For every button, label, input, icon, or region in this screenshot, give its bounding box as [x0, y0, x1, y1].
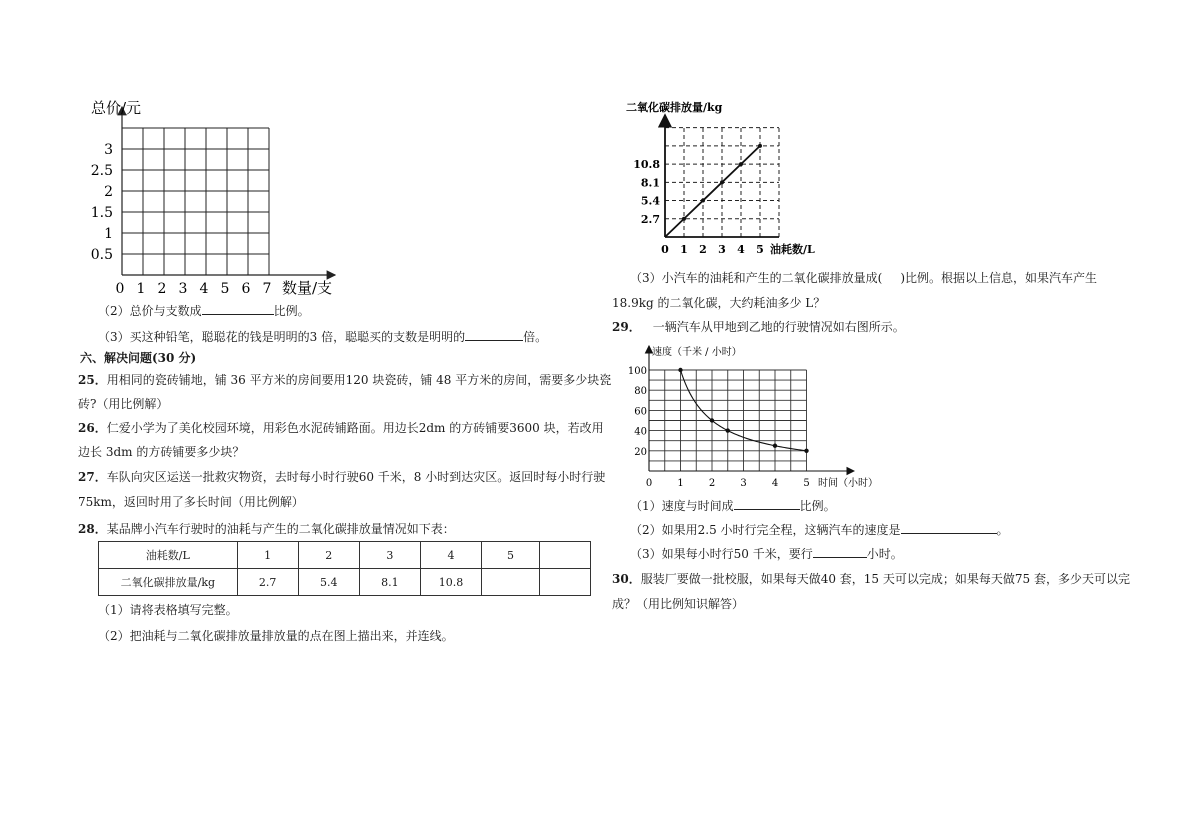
- series-line: [665, 146, 760, 237]
- question-25-cont: 砖?（用比例解）: [78, 397, 169, 411]
- q29-2-text-end: 。: [996, 523, 1009, 537]
- y-tick-label: 8.1: [640, 176, 660, 190]
- x-tick-label: 6: [241, 281, 251, 297]
- chart2-y-axis-label: 二氧化碳排放量/kg: [626, 101, 723, 114]
- chart3-x-axis-label: 时间（小时）: [818, 478, 878, 489]
- q29-3-text-end: 小时。: [866, 547, 903, 561]
- table-cell: 1: [237, 542, 298, 569]
- q24-2-text: （2）总价与支数成: [98, 304, 202, 318]
- y-tick-label: 20: [634, 446, 647, 458]
- question-29-part-2: [630, 521, 1009, 538]
- data-point: [773, 444, 777, 448]
- question-26-cont: 边长 3dm 的方砖铺要多少块？: [78, 445, 245, 459]
- table-cell[interactable]: [482, 569, 540, 596]
- question-30: [612, 571, 1130, 587]
- question-28-part-2: （2）把油耗与二氧化碳排放量排放量的点在图上描出来，并连线。: [98, 629, 454, 643]
- table-row: [99, 569, 591, 596]
- y-tick-label: 0.5: [90, 247, 113, 263]
- table-row: [99, 542, 591, 569]
- q29-3-text: （3）如果每小时行50 千米，要行: [630, 547, 813, 561]
- table-cell: 3: [359, 542, 420, 569]
- x-tick-label: 3: [718, 243, 726, 256]
- q24-3-text: （3）买这种铅笔，聪聪花的钱是明明的3 倍，聪聪买的支数是明明的: [98, 330, 466, 344]
- q29-2-text: （2）如果用2.5 小时行完全程，这辆汽车的速度是: [630, 523, 901, 537]
- data-point: [739, 162, 743, 166]
- x-tick-label: 5: [803, 478, 810, 489]
- q28-text: 某品牌小汽车行驶时的油耗与产生的二氧化碳排放量情况如下表：: [106, 522, 455, 536]
- y-tick-label: 5.4: [640, 194, 660, 208]
- chart1-grid: [122, 128, 269, 275]
- x-tick-label: 4: [737, 243, 745, 256]
- question-29-part-3: [630, 545, 903, 562]
- q28-number: 28．: [78, 522, 107, 536]
- question-28-part-3-cont: 18.9kg 的二氧化碳，大约耗油多少 L？: [612, 296, 826, 310]
- data-point: [726, 428, 730, 432]
- chart3-grid: [649, 370, 807, 471]
- data-point: [804, 449, 808, 453]
- q26-number: 26．: [78, 421, 107, 435]
- x-tick-label: 0: [115, 281, 125, 297]
- answer-blank[interactable]: [813, 545, 867, 558]
- speed-time-chart: [622, 340, 884, 492]
- x-tick-label: 1: [136, 281, 146, 297]
- question-28-part-1: （1）请将表格填写完整。: [98, 603, 238, 617]
- question-28-part-3: [630, 270, 1097, 286]
- data-point: [710, 418, 714, 422]
- q25-number: 25．: [78, 373, 107, 387]
- data-point: [758, 144, 762, 148]
- x-tick-label: 1: [680, 243, 688, 256]
- table-cell[interactable]: [540, 569, 591, 596]
- y-tick-label: 1: [104, 226, 113, 242]
- table-cell: 二氧化碳排放量/kg: [99, 569, 238, 596]
- table-cell: 2: [298, 542, 359, 569]
- answer-blank[interactable]: [202, 302, 274, 315]
- table-cell: 4: [420, 542, 481, 569]
- table-cell: 2.7: [237, 569, 298, 596]
- q24-2-text-end: 比例。: [273, 304, 310, 318]
- question-30-cont: 成？（用比例知识解答）: [612, 597, 745, 611]
- question-26: [78, 420, 604, 436]
- x-tick-label: 2: [708, 478, 716, 489]
- question-24-part-3: [98, 328, 547, 345]
- chart1-y-axis-label: 总价/元: [91, 99, 142, 117]
- q29-number: 29．: [612, 320, 641, 334]
- question-25: [78, 372, 611, 388]
- y-tick-label: 100: [627, 366, 647, 377]
- q28-3-text: （3）小汽车的油耗和产生的二氧化碳排放量成(: [630, 271, 883, 285]
- data-point: [682, 217, 686, 221]
- y-tick-label: 2: [104, 184, 113, 200]
- q27-number: 27．: [78, 470, 107, 484]
- chart2-x-axis-label: 油耗数/L: [770, 243, 815, 256]
- q29-text: 一辆汽车从甲地到乙地的行驶情况如右图所示。: [652, 320, 905, 334]
- q26-text: 仁爱小学为了美化校园环境，用彩色水泥砖铺路面。用边长2dm 的方砖铺要3600 块，若改用: [106, 421, 604, 435]
- x-tick-label: 0: [661, 243, 669, 256]
- table-cell: 油耗数/L: [99, 542, 238, 569]
- x-tick-label: 4: [771, 478, 779, 489]
- question-27: [78, 469, 605, 485]
- data-point: [701, 199, 705, 203]
- chart1-x-axis-label: 数量/支: [282, 279, 333, 297]
- question-29: [612, 319, 905, 335]
- q28-3-text-end: )比例。根据以上信息，如果汽车产生: [900, 271, 1098, 285]
- price-quantity-chart: [85, 95, 355, 300]
- y-tick-label: 2.7: [640, 212, 660, 226]
- y-tick-label: 3: [104, 142, 113, 158]
- question-28: [78, 521, 455, 537]
- table-cell: 8.1: [359, 569, 420, 596]
- y-tick-label: 2.5: [90, 163, 113, 179]
- x-tick-label: 3: [178, 281, 188, 297]
- co2-fuel-chart: [620, 95, 860, 263]
- question-29-part-1: [630, 497, 836, 514]
- question-24-part-2: [98, 302, 310, 319]
- q30-number: 30．: [612, 572, 641, 586]
- answer-blank[interactable]: [901, 521, 997, 534]
- x-tick-label: 2: [157, 281, 167, 297]
- q27-text: 车队向灾区运送一批救灾物资，去时每小时行驶60 千米，8 小时到达灾区。返回时每小时行驶: [106, 470, 606, 484]
- x-tick-label: 5: [756, 243, 764, 256]
- y-tick-label: 60: [634, 406, 647, 418]
- table-cell: 5: [482, 542, 540, 569]
- q25-text: 用相同的瓷砖铺地，铺 36 平方米的房间要用120 块瓷砖，铺 48 平方米的房间，需要多少块瓷: [106, 373, 612, 387]
- chart3-y-axis-label: 速度（千米 / 小时）: [652, 347, 742, 358]
- fuel-emission-table: [98, 541, 591, 596]
- answer-blank[interactable]: [465, 328, 523, 341]
- q24-3-text-end: 倍。: [523, 330, 548, 344]
- data-point: [720, 180, 724, 184]
- q30-text: 服装厂要做一批校服，如果每天做40 套，15 天可以完成；如果每天做75 套，多少天可以完: [640, 572, 1130, 586]
- data-point: [678, 368, 682, 372]
- table-cell: 10.8: [420, 569, 481, 596]
- q29-1-text-end: 比例。: [799, 499, 836, 513]
- section-title: 六、解决问题(30 分): [80, 351, 197, 365]
- x-tick-label: 2: [699, 243, 707, 256]
- x-tick-label: 3: [740, 478, 747, 489]
- x-tick-label: 7: [262, 281, 272, 297]
- question-27-cont: 75km，返回时用了多长时间（用比例解）: [78, 495, 304, 509]
- x-tick-label: 4: [199, 281, 209, 297]
- y-tick-label: 80: [634, 386, 647, 398]
- table-cell[interactable]: [540, 542, 591, 569]
- y-tick-label: 40: [634, 426, 647, 438]
- y-tick-label: 10.8: [633, 158, 660, 172]
- table-cell: 5.4: [298, 569, 359, 596]
- x-tick-label: 0: [645, 478, 653, 489]
- y-tick-label: 1.5: [90, 205, 113, 221]
- x-tick-label: 1: [677, 478, 684, 489]
- q29-1-text: （1）速度与时间成: [630, 499, 734, 513]
- x-tick-label: 5: [220, 281, 230, 297]
- answer-blank[interactable]: [734, 497, 800, 510]
